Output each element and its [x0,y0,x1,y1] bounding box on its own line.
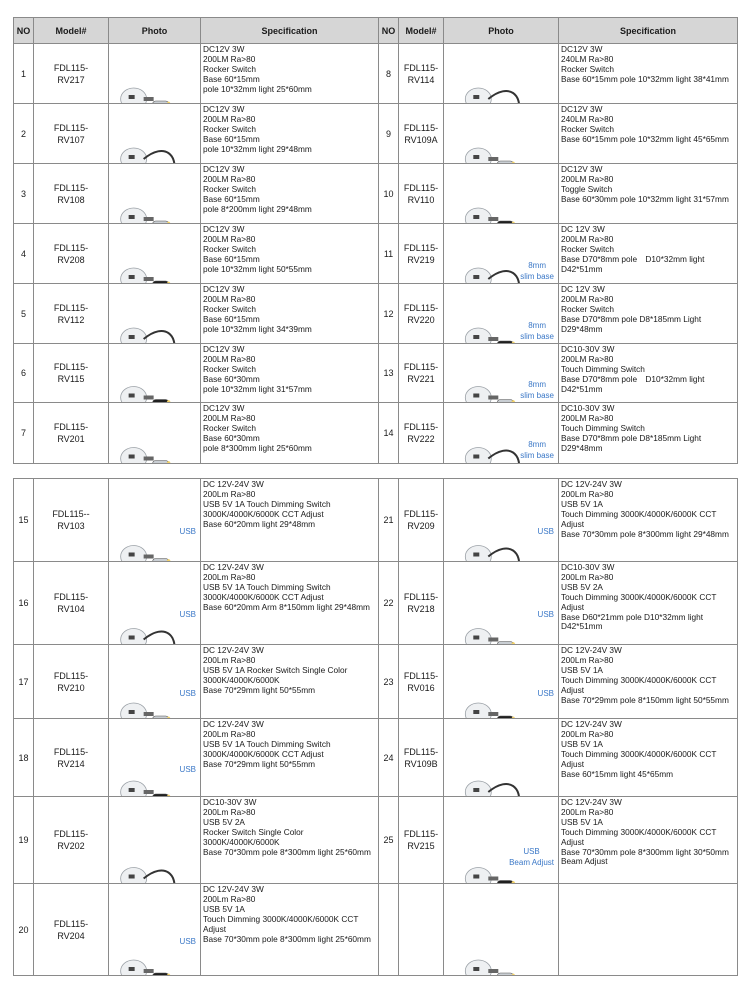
item-number: 18 [14,719,34,797]
model-number: FDL115- RV218 [399,562,444,645]
item-number [379,884,399,976]
item-number: 17 [14,645,34,719]
model-number: FDL115- RV202 [34,797,109,884]
specification: DC12V 3W 200LM Ra>80 Rocker Switch Base 60*15mm pole 10*32mm light 29*48mm [201,104,379,164]
item-number: 22 [379,562,399,645]
photo-cell [109,284,201,344]
specification: DC 12V-24V 3W 200Lm Ra>80 USB 5V 1A Touch Dimming 3000K/4000K/6000K CCT Adjust Base 70*30mm pole 8*300mm light 25*60mm [201,884,379,976]
header-no: NO [14,18,34,44]
model-number: FDL115- RV221 [399,344,444,403]
specification: DC10-30V 3W 200Lm Ra>80 USB 5V 2A Touch Dimming 3000K/4000K/6000K CCT Adjust Base D60*21mm pole D10*32mm light D42*51mm [559,562,738,645]
item-number: 4 [14,224,34,284]
item-number: 3 [14,164,34,224]
photo-cell [109,403,201,464]
item-number: 9 [379,104,399,164]
feature-tag: USB [179,688,196,698]
photo-cell [444,884,559,976]
photo-cell [444,104,559,164]
model-number: FDL115- RV109B [399,719,444,797]
specification: DC12V 3W 200LM Ra>80 Rocker Switch Base 60*15mm pole 10*32mm light 25*60mm [201,44,379,104]
photo-cell [109,164,201,224]
model-number: FDL115- RV108 [34,164,109,224]
model-number: FDL115- RV016 [399,645,444,719]
feature-tag: 8mm slim base [520,260,554,281]
model-number: FDL115- RV210 [34,645,109,719]
model-number: FDL115- RV214 [34,719,109,797]
item-number: 10 [379,164,399,224]
feature-tag: USB [179,936,196,946]
table-row [14,164,738,224]
feature-tag: 8mm slim base [520,440,554,460]
item-number: 25 [379,797,399,884]
specification: DC 12V 3W 200LM Ra>80 Rocker Switch Base D70*8mm pole D8*185mm Light D29*48mm [559,284,738,344]
specification: DC10-30V 3W 200Lm Ra>80 USB 5V 2A Rocker Switch Single Color 3000K/4000K/6000K Base 70*30mm pole 8*300mm light 25*60mm [201,797,379,884]
specification: DC 12V 3W 200LM Ra>80 Rocker Switch Base D70*8mm pole D10*32mm light D42*51mm [559,224,738,284]
table-row [14,104,738,164]
model-number: FDL115- RV110 [399,164,444,224]
model-number: FDL115- RV217 [34,44,109,104]
model-number: FDL115- RV115 [34,344,109,403]
specification: DC 12V-24V 3W 200Lm Ra>80 USB 5V 1A Rocker Switch Single Color 3000K/4000K/6000K Base 70*29mm light 50*55mm [201,645,379,719]
table-row [14,344,738,403]
item-number: 11 [379,224,399,284]
item-number: 23 [379,645,399,719]
table-row [14,224,738,284]
product-table-bottom [13,478,738,976]
item-number: 6 [14,344,34,403]
model-number: FDL115- RV222 [399,403,444,464]
model-number: FDL115- RV107 [34,104,109,164]
table-row [14,645,738,719]
feature-tag: USB [179,610,196,619]
model-number: FDL115- RV104 [34,562,109,645]
photo-cell [444,403,559,464]
header-no: NO [379,18,399,44]
model-number: FDL115- RV220 [399,284,444,344]
table-row [14,797,738,884]
header-spec: Specification [201,18,379,44]
header-model: Model# [399,18,444,44]
header-row [14,18,738,44]
feature-tag: USB [537,527,554,536]
model-number: FDL115- RV215 [399,797,444,884]
specification: DC 12V-24V 3W 200Lm Ra>80 USB 5V 1A Touch Dimming Switch 3000K/4000K/6000K CCT Adjust Base 60*20mm Arm 8*150mm light 29*48mm [201,562,379,645]
photo-cell [444,562,559,645]
table-row [14,44,738,104]
specification: DC10-30V 3W 200LM Ra>80 Touch Dimming Switch Base D70*8mm pole D10*32mm light D42*51mm [559,344,738,403]
header-model: Model# [34,18,109,44]
item-number: 16 [14,562,34,645]
photo-cell [109,44,201,104]
photo-cell [109,224,201,284]
table-row [14,284,738,344]
specification: DC12V 3W 200LM Ra>80 Toggle Switch Base 60*30mm pole 10*32mm light 31*57mm [559,164,738,224]
item-number: 2 [14,104,34,164]
item-number: 12 [379,284,399,344]
feature-tag: 8mm slim base [520,320,554,341]
model-number: FDL115- RV201 [34,403,109,464]
model-number: FDL115- RV204 [34,884,109,976]
feature-tag: 8mm slim base [520,380,554,400]
item-number: 8 [379,44,399,104]
model-number: FDL115- RV112 [34,284,109,344]
photo-cell [444,224,559,284]
feature-tag: USB [537,610,554,619]
item-number: 14 [379,403,399,464]
table-row [14,479,738,562]
specification: DC 12V-24V 3W 200Lm Ra>80 USB 5V 1A Touch Dimming Switch 3000K/4000K/6000K CCT Adjust Base 60*20mm light 29*48mm [201,479,379,562]
photo-cell [444,645,559,719]
model-number: FDL115- RV209 [399,479,444,562]
model-number: FDL115- RV109A [399,104,444,164]
photo-cell [109,344,201,403]
item-number: 24 [379,719,399,797]
photo-cell [109,479,201,562]
specification: DC12V 3W 200LM Ra>80 Rocker Switch Base 60*30mm pole 10*32mm light 31*57mm [201,344,379,403]
item-number: 21 [379,479,399,562]
specification: DC12V 3W 240LM Ra>80 Rocker Switch Base 60*15mm pole 10*32mm light 45*65mm [559,104,738,164]
feature-tag: USB [179,527,196,536]
photo-cell [444,797,559,884]
model-number [399,884,444,976]
item-number: 20 [14,884,34,976]
specification: DC 12V-24V 3W 200Lm Ra>80 USB 5V 1A Touch Dimming 3000K/4000K/6000K CCT Adjust Base 70*29mm pole 8*150mm light 50*55mm [559,645,738,719]
product-table-top [13,17,738,464]
item-number: 15 [14,479,34,562]
specification [559,884,738,976]
table-row [14,884,738,976]
item-number: 5 [14,284,34,344]
model-number: FDL115- RV114 [399,44,444,104]
specification: DC12V 3W 200LM Ra>80 Rocker Switch Base 60*15mm pole 10*32mm light 34*39mm [201,284,379,344]
photo-cell [109,645,201,719]
specification: DC12V 3W 200LM Ra>80 Rocker Switch Base 60*30mm pole 8*300mm light 25*60mm [201,403,379,464]
specification: DC 12V-24V 3W 200Lm Ra>80 USB 5V 1A Touch Dimming 3000K/4000K/6000K CCT Adjust Base 70*30mm pole 8*300mm light 29*48mm [559,479,738,562]
photo-cell [109,797,201,884]
specification: DC 12V-24V 3W 200Lm Ra>80 USB 5V 1A Touch Dimming 3000K/4000K/6000K CCT Adjust Base 70*30mm pole 8*300mm light 30*50mm Beam Adjust [559,797,738,884]
model-number: FDL115- RV208 [34,224,109,284]
photo-cell [109,562,201,645]
table-row [14,719,738,797]
photo-cell [109,884,201,976]
item-number: 19 [14,797,34,884]
feature-tag: USB Beam Adjust [509,847,554,867]
photo-cell [444,719,559,797]
item-number: 1 [14,44,34,104]
header-photo: Photo [444,18,559,44]
feature-tag: USB [537,688,554,698]
photo-cell [109,719,201,797]
specification: DC12V 3W 200LM Ra>80 Rocker Switch Base 60*15mm pole 8*200mm light 29*48mm [201,164,379,224]
header-photo: Photo [109,18,201,44]
specification: DC 12V-24V 3W 200Lm Ra>80 USB 5V 1A Touch Dimming Switch 3000K/4000K/6000K CCT Adjust Base 70*29mm light 50*55mm [201,719,379,797]
table-row [14,562,738,645]
photo-cell [444,344,559,403]
photo-cell [444,284,559,344]
photo-cell [444,44,559,104]
specification: DC12V 3W 240LM Ra>80 Rocker Switch Base 60*15mm pole 10*32mm light 38*41mm [559,44,738,104]
photo-cell [109,104,201,164]
header-spec: Specification [559,18,738,44]
item-number: 13 [379,344,399,403]
item-number: 7 [14,403,34,464]
specification: DC12V 3W 200LM Ra>80 Rocker Switch Base 60*15mm pole 10*32mm light 50*55mm [201,224,379,284]
feature-tag: USB [179,764,196,774]
model-number: FDL115- RV219 [399,224,444,284]
photo-cell [444,164,559,224]
table-row [14,403,738,464]
specification: DC 12V-24V 3W 200Lm Ra>80 USB 5V 1A Touch Dimming 3000K/4000K/6000K CCT Adjust Base 60*15mm light 45*65mm [559,719,738,797]
photo-cell [444,479,559,562]
model-number: FDL115-- RV103 [34,479,109,562]
specification: DC10-30V 3W 200LM Ra>80 Touch Dimming Switch Base D70*8mm pole D8*185mm Light D29*48mm [559,403,738,464]
